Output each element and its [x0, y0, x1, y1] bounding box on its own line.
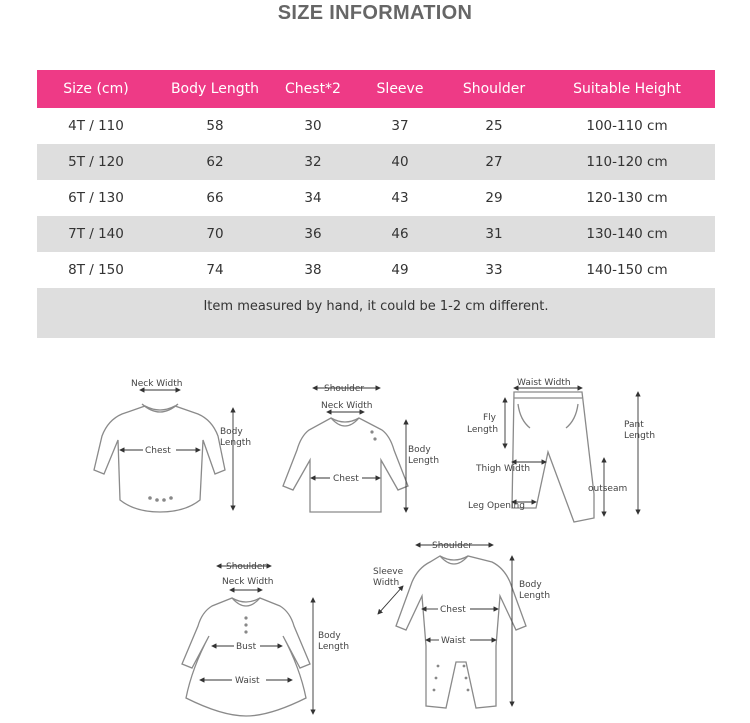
body-label: Body: [318, 631, 341, 641]
shirt-diagram: [283, 384, 439, 512]
waist-label: Waist: [235, 676, 260, 686]
cell-chest: 34: [304, 190, 322, 206]
header-suitable-height: Suitable Height: [539, 70, 715, 108]
shoulder-label: Shoulder: [226, 562, 267, 572]
cell-height: 140-150 cm: [586, 262, 668, 278]
cell-body-length: 66: [206, 190, 224, 206]
pant-length-label: Length: [624, 431, 656, 441]
waist-label: Waist: [441, 636, 466, 646]
chest-label: Chest: [440, 605, 466, 615]
cell-sleeve: 40: [351, 144, 449, 180]
neck-width-label: Neck Width: [222, 577, 274, 587]
cell-sleeve: 43: [391, 190, 409, 206]
cell-chest: 36: [275, 216, 351, 252]
waist-width-label: Waist Width: [517, 378, 571, 388]
cell-size: 5T / 120: [37, 144, 155, 180]
dress-diagram: [182, 562, 349, 716]
cell-height: 110-120 cm: [539, 144, 715, 180]
sleeve-width-label: Width: [373, 578, 400, 588]
cell-shoulder: 29: [485, 190, 503, 206]
header-body-length: Body Length: [155, 70, 275, 108]
cell-body-length: 70: [155, 216, 275, 252]
leg-opening-label: Leg Opening: [468, 501, 525, 511]
cell-size: 7T / 140: [37, 216, 155, 252]
bodysuit-diagram: [94, 379, 251, 512]
length-label: Length: [519, 591, 551, 601]
cell-body-length: 62: [155, 144, 275, 180]
chest-label: Chest: [333, 474, 359, 484]
cell-sleeve: 37: [391, 118, 409, 134]
measurement-note: Item measured by hand, it could be 1-2 cm different.: [37, 288, 715, 338]
cell-size: 8T / 150: [68, 262, 124, 278]
thigh-width-label: Thigh Width: [476, 464, 531, 474]
cell-chest: 32: [275, 144, 351, 180]
length-label: Length: [220, 438, 252, 448]
length-label: Length: [318, 642, 350, 652]
length-label: Length: [408, 456, 440, 466]
header-shoulder: Shoulder: [449, 70, 539, 108]
cell-shoulder: 31: [449, 216, 539, 252]
cell-sleeve: 49: [391, 262, 409, 278]
outseam-label: outseam: [588, 484, 628, 494]
fly-length-label: Length: [467, 425, 499, 435]
neck-width-label: Neck Width: [131, 379, 183, 389]
body-label: Body: [408, 445, 431, 455]
pants-diagram: [467, 378, 655, 522]
bust-label: Bust: [236, 642, 257, 652]
chest-label: Chest: [145, 446, 171, 456]
shoulder-label: Shoulder: [432, 541, 473, 551]
pant-label: Pant: [624, 420, 644, 430]
shoulder-label: Shoulder: [324, 384, 365, 394]
cell-shoulder: 27: [449, 144, 539, 180]
cell-chest: 38: [304, 262, 322, 278]
body-label: Body: [519, 580, 542, 590]
header-size: Size (cm): [37, 70, 155, 108]
header-sleeve: Sleeve: [351, 70, 449, 108]
cell-size: 4T / 110: [68, 118, 124, 134]
fly-label: Fly: [483, 413, 497, 423]
cell-sleeve: 46: [351, 216, 449, 252]
page-title: SIZE INFORMATION: [277, 2, 473, 24]
cell-body-length: 74: [206, 262, 224, 278]
neck-width-label: Neck Width: [321, 401, 373, 411]
cell-height: 120-130 cm: [586, 190, 668, 206]
cell-chest: 30: [304, 118, 322, 134]
cell-shoulder: 25: [485, 118, 503, 134]
romper-diagram: [373, 541, 550, 708]
cell-body-length: 58: [206, 118, 224, 134]
cell-shoulder: 33: [485, 262, 503, 278]
sleeve-label: Sleeve: [373, 567, 404, 577]
cell-size: 6T / 130: [68, 190, 124, 206]
header-chest: Chest*2: [275, 70, 351, 108]
cell-height: 100-110 cm: [586, 118, 668, 134]
body-label: Body: [220, 427, 243, 437]
cell-height: 130-140 cm: [539, 216, 715, 252]
